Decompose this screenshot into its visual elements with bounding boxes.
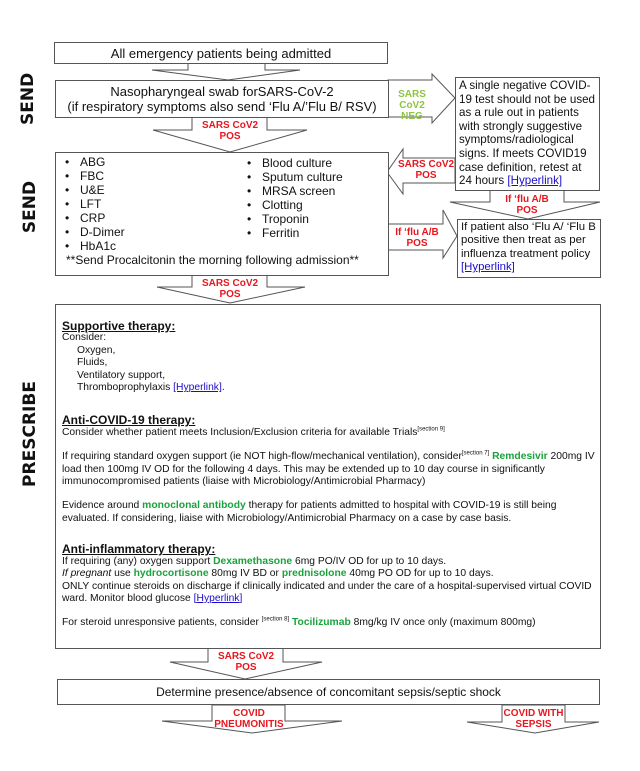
trials-ref: [section 9] (417, 426, 445, 433)
test-item: • LFT (65, 197, 102, 211)
arrow-down-1 (152, 63, 300, 80)
flu-note-hyperlink[interactable]: [Hyperlink] (461, 261, 515, 274)
trials-body: Consider whether patient meets Inclusion/Exclusion criteria for available Trials (62, 426, 418, 438)
dex-post: 6mg PO/IV OD for up to 10 days. (294, 555, 447, 567)
send-label-1: SEND (18, 72, 38, 125)
test-hba1c: HbA1c (80, 239, 117, 253)
test-item: • Troponin (247, 212, 309, 226)
remdesivir-ref: [section 7] (461, 450, 490, 457)
admission-box (54, 42, 388, 64)
toci-pre: For steroid unresponsive patients, consider (62, 617, 259, 629)
anti-inflammatory-heading: Anti-inflammatory therapy: (62, 542, 216, 557)
test-abg: ABG (80, 155, 106, 169)
test-item: • Ferritin (247, 226, 300, 240)
admission-text: All emergency patients being admitted (110, 45, 332, 61)
pred-post: 40mg PO OD for up to 10 days. (349, 568, 494, 580)
test-item: • Blood culture (247, 156, 333, 170)
anti-covid-heading: Anti-COVID-19 therapy: (62, 413, 196, 428)
toci-ref: [section 8] (261, 616, 290, 623)
remdesivir-post: 200mg IV load then 100mg IV OD for the following 4 days. This may be extended up to 10 day course in significantly immunocompromised patients (liaise with Microbiology/Antimicrobial Pharmacy) (62, 451, 595, 488)
pos1-label-line1: SARS CoV2 (201, 120, 259, 131)
hydro-post: 80mg IV BD or (211, 568, 279, 580)
procalcitonin-note: **Send Procalcitonin the morning following admission** (66, 253, 359, 267)
supportive-item-oxygen: Oxygen, (77, 344, 116, 356)
tests-list-left (55, 155, 125, 253)
dex-pre: If requiring (any) oxygen support (62, 555, 211, 567)
remdesivir-text (62, 451, 596, 488)
test-ue: U&E (80, 183, 105, 197)
pos-left-label-line1: SARS CoV2 (397, 159, 455, 170)
test-fbc: FBC (80, 169, 104, 183)
remdesivir-pre: If requiring standard oxygen support (ie NOT high-flow/mechanical ventilation), consider (62, 451, 462, 463)
sepsis-text: Determine presence/absence of concomitant sepsis/septic shock (156, 685, 501, 699)
test-item: • HbA1c (65, 239, 117, 253)
test-sputum-culture: Sputum culture (262, 170, 343, 184)
test-d-dimer: D-Dimer (80, 225, 125, 239)
covid-sepsis-label-line1: COVID WITH (503, 708, 564, 719)
toci-drug: Tocilizumab (292, 617, 351, 629)
supportive-item-thromboprophylaxis (62, 382, 596, 394)
discharge-body: ONLY continue steroids on discharge if clinically indicated and under the care of a hospital-supervised virtual COVID ward. Monitor blood glucose (62, 580, 592, 604)
glucose-hyperlink[interactable]: [Hyperlink] (193, 592, 243, 604)
pos1-label-line2: POS (219, 131, 241, 142)
pneumonitis-label-line1: COVID (233, 708, 265, 719)
sepsis-box (57, 679, 600, 705)
dexamethasone-text (62, 556, 596, 568)
dex-drug: Dexamethasone (213, 555, 293, 567)
flu-note-box (457, 219, 601, 278)
pos3-label-line1: SARS CoV2 (217, 651, 275, 662)
test-item: • U&E (65, 183, 105, 197)
pos-left-label-line2: POS (415, 170, 437, 181)
test-blood-culture: Blood culture (262, 156, 333, 170)
test-troponin: Troponin (262, 212, 309, 226)
supportive-intro: Consider: (62, 332, 107, 344)
negative-note-box (455, 77, 600, 191)
hydro-drug: hydrocortisone (133, 568, 209, 580)
mab-post: therapy for patients admitted to hospital with COVID-19 is still being evaluated. If considering, liaise with Microbiology/Antimicrobial Pharmacy on a case by case basis. (62, 500, 557, 524)
covid-sepsis-label-line2: SEPSIS (515, 719, 552, 730)
flu-right-arrow-label (390, 227, 444, 249)
test-item: • CRP (65, 211, 106, 225)
discharge-text (62, 581, 596, 606)
negative-note-hyperlink[interactable]: [Hyperlink] (507, 174, 563, 188)
test-item: • MRSA screen (247, 184, 336, 198)
negative-note-text: A single negative COVID-19 test should not be used as a rule out in patients with strongly suggestive symptoms/radiological signs. If meets COVID19 case definition, retest at 24 hours (459, 79, 596, 188)
test-ferritin: Ferritin (262, 226, 300, 240)
preg-italic: If pregnant (62, 568, 112, 580)
pred-drug: prednisolone (281, 568, 347, 580)
toci-post: 8mg/kg IV once only (maximum 800mg) (353, 617, 536, 629)
test-item: • FBC (65, 169, 104, 183)
pos-arrow-label-3 (208, 651, 284, 673)
swab-text-line1: Nasopharyngeal swab forSARS-CoV-2 (110, 84, 334, 99)
test-item: • ABG (65, 155, 106, 169)
flu-down-label-line1: If ‘flu A/B (505, 194, 549, 205)
tocilizumab-text (62, 617, 596, 629)
monoclonal-text (62, 500, 596, 525)
preg-use: use (114, 568, 131, 580)
pos3-label-line2: POS (235, 662, 257, 673)
prescribe-label: PRESCRIBE (20, 381, 40, 487)
pos-arrow-label-2 (192, 278, 268, 300)
thromboprophylaxis-suffix: . (221, 382, 225, 394)
send-label-2: SEND (20, 180, 40, 234)
trials-text (62, 427, 596, 439)
swab-text-line2: (if respiratory symptoms also send ‘Flu A/’Flu B/ RSV) (67, 99, 377, 114)
flu-down-label-line2: POS (516, 205, 538, 216)
pos2-label-line1: SARS CoV2 (201, 278, 259, 289)
supportive-item-ventilatory: Ventilatory support, (77, 369, 166, 381)
remdesivir-drug: Remdesivir (492, 451, 548, 463)
pregnancy-text (62, 568, 596, 580)
supportive-heading: Supportive therapy: (62, 319, 176, 333)
mab-pre: Evidence around (62, 500, 140, 512)
test-item: • D-Dimer (65, 225, 125, 239)
test-item: • Sputum culture (247, 170, 343, 184)
mab-drug: monoclonal antibody (142, 500, 246, 512)
pos-left-arrow-label (397, 159, 455, 181)
supportive-item-fluids: Fluids, (77, 357, 108, 369)
thromboprophylaxis-hyperlink[interactable]: [Hyperlink] (173, 382, 222, 394)
covid-sepsis-arrow-label (500, 708, 567, 730)
swab-box (55, 80, 389, 118)
pos-arrow-label-1 (192, 120, 268, 142)
prescribe-content (62, 320, 596, 630)
test-item: • Clotting (247, 198, 303, 212)
neg-label-line2: NEG (401, 111, 423, 122)
tests-list-right (237, 156, 343, 240)
test-clotting: Clotting (262, 198, 303, 212)
test-mrsa-screen: MRSA screen (262, 184, 336, 198)
thromboprophylaxis-text: Thromboprophylaxis (77, 382, 171, 394)
pos2-label-line2: POS (219, 289, 241, 300)
test-crp: CRP (80, 211, 106, 225)
pneumonitis-label-line2: PNEUMONITIS (214, 719, 284, 730)
flu-down-arrow-label (490, 194, 564, 216)
test-lft: LFT (80, 197, 102, 211)
neg-label-line1: SARS CoV2 (398, 89, 426, 111)
flu-note-text: If patient also ‘Flu A/ ‘Flu B positive then treat as per influenza treatment policy (461, 221, 596, 260)
neg-arrow-label (390, 89, 434, 122)
flu-right-label-line1: If ‘flu A/B (395, 227, 439, 238)
flu-right-label-line2: POS (406, 238, 428, 249)
pneumonitis-arrow-label (210, 708, 288, 730)
